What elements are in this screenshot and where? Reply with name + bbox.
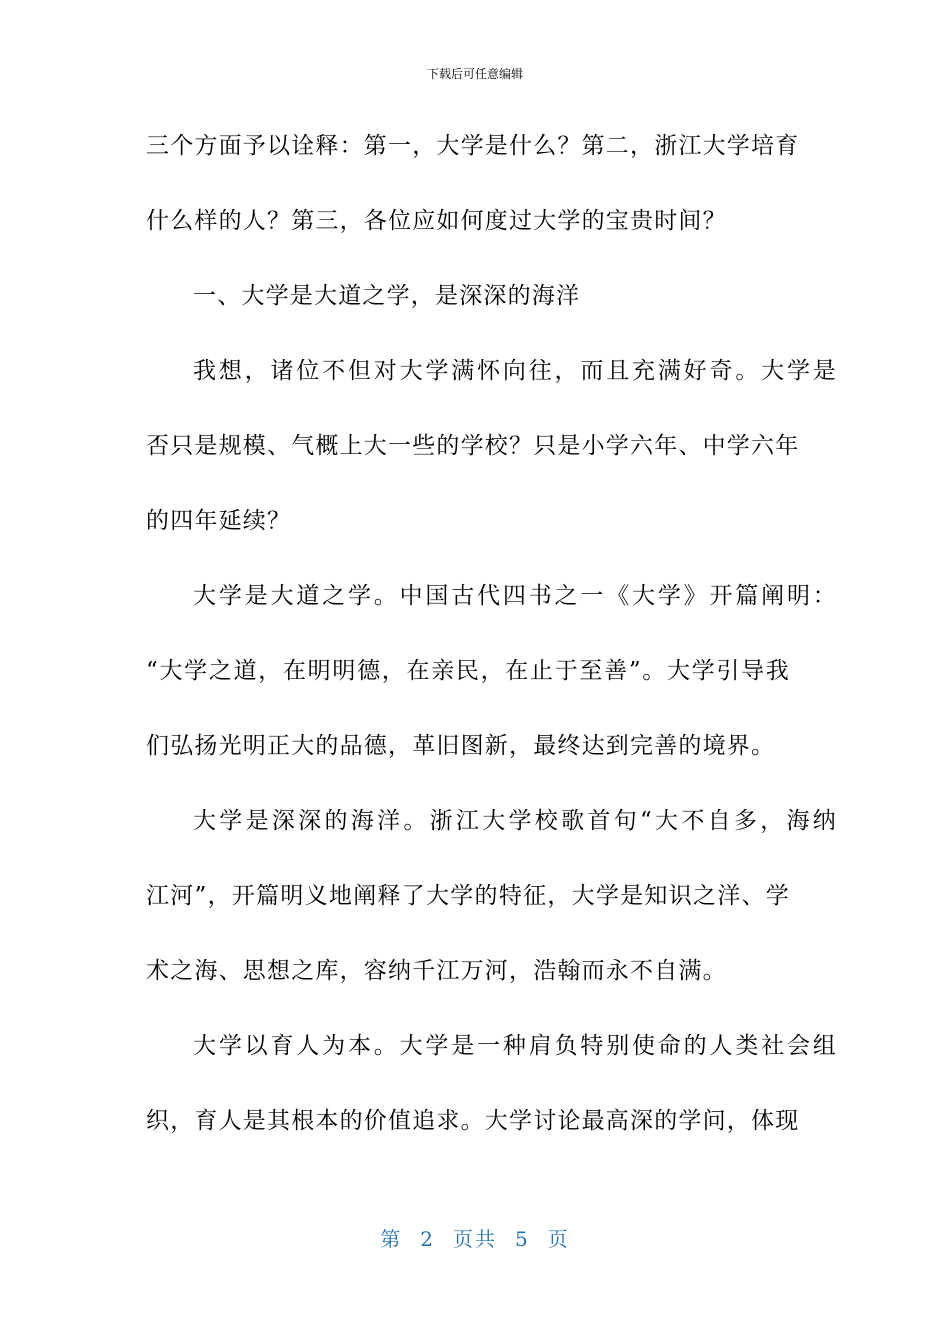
footer-suffix: 页	[547, 1227, 570, 1251]
text-line: 们弘扬光明正大的品德，革旧图新，最终达到完善的境界。	[146, 733, 776, 759]
section-heading: 一、大学是大道之学，是深深的海洋	[193, 283, 581, 309]
footer-middle: 页共	[453, 1227, 497, 1251]
text-line: 三个方面予以诠释：第一，大学是什么？第二，浙江大学培育	[146, 133, 800, 159]
text-line: 否只是规模、气概上大一些的学校？只是小学六年、中学六年	[146, 433, 800, 459]
text-line: 大学是大道之学。中国古代四书之一《大学》开篇阐明：	[193, 583, 837, 609]
text-line: 我想，诸位不但对大学满怀向往，而且充满好奇。大学是	[193, 358, 837, 384]
total-pages-number: 5	[515, 1227, 530, 1251]
text-line: 织，育人是其根本的价值追求。大学讨论最高深的学问，体现	[146, 1108, 800, 1134]
text-line: 什么样的人？第三，各位应如何度过大学的宝贵时间？	[146, 208, 727, 234]
text-line: 大学是深深的海洋。浙江大学校歌首句“大不自多，海纳	[193, 808, 837, 834]
page-number-footer	[0, 1225, 950, 1253]
text-line: 江河”，开篇明义地阐释了大学的特征，大学是知识之洋、学	[146, 883, 790, 909]
text-line: 的四年延续？	[146, 508, 292, 534]
current-page-number: 2	[420, 1227, 435, 1251]
text-line: “大学之道，在明明德，在亲民，在止于至善”。大学引导我	[146, 658, 790, 684]
text-line: 大学以育人为本。大学是一种肩负特别使命的人类社会组	[193, 1033, 837, 1059]
footer-prefix: 第	[380, 1227, 403, 1251]
header-note: 下载后可任意编辑	[426, 67, 523, 81]
text-line: 术之海、思想之库，容纳千江万河，浩翰而永不自满。	[146, 958, 727, 984]
